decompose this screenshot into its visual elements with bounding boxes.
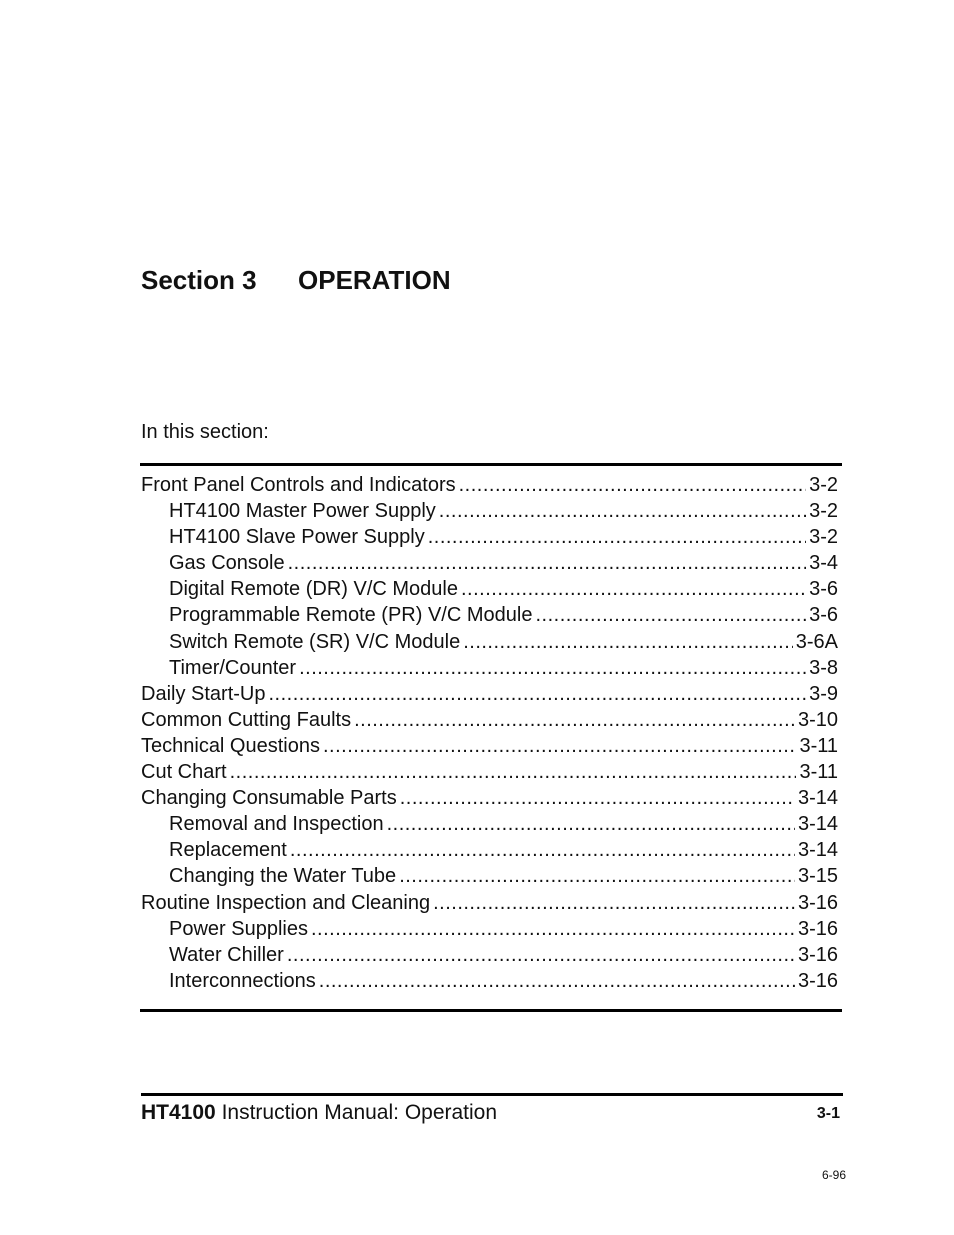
toc-entry-page: 3-16 [797, 917, 838, 940]
footer-brand: HT4100 [141, 1101, 216, 1124]
intro-text: In this section: [141, 421, 269, 443]
toc-entry-page: 3-8 [809, 656, 838, 679]
toc-entry[interactable] [141, 550, 838, 576]
toc-entry-label: Daily Start-Up [141, 682, 266, 705]
toc-entry-page: 3-16 [797, 969, 838, 992]
toc-entry-page: 3-2 [809, 526, 838, 549]
toc-entry-label: Technical Questions [141, 734, 320, 757]
toc-entry[interactable] [141, 629, 838, 655]
toc-leader-dots [319, 968, 795, 994]
toc-entry-label: HT4100 Master Power Supply [169, 500, 436, 523]
revision-date: 6-96 [821, 1168, 846, 1182]
toc-entry-label: HT4100 Slave Power Supply [169, 526, 425, 549]
toc-entry[interactable] [141, 890, 838, 916]
toc-entry-label: Interconnections [169, 969, 316, 992]
toc-entry[interactable] [141, 655, 838, 681]
toc-entry-label: Water Chiller [169, 943, 284, 966]
toc-leader-dots [230, 759, 797, 785]
toc-entry-page: 3-4 [809, 552, 838, 575]
toc-entry[interactable] [141, 524, 838, 550]
toc-entry-label: Changing Consumable Parts [141, 787, 397, 810]
toc-entry[interactable] [141, 916, 838, 942]
toc-entry[interactable] [141, 681, 838, 707]
toc-leader-dots [290, 837, 795, 863]
toc-entry[interactable] [141, 968, 838, 994]
toc-leader-dots [399, 863, 795, 889]
toc-entry-page: 3-16 [797, 891, 838, 914]
toc-entry-page: 3-2 [809, 500, 838, 523]
toc-entry-page: 3-14 [797, 787, 838, 810]
toc-entry-page: 3-6A [795, 630, 838, 653]
toc-leader-dots [354, 707, 795, 733]
toc-entry-label: Gas Console [169, 552, 285, 575]
toc-leader-dots [387, 811, 795, 837]
table-of-contents [141, 472, 838, 994]
toc-entry[interactable] [141, 707, 838, 733]
toc-entry-label: Timer/Counter [169, 656, 297, 679]
toc-entry[interactable] [141, 942, 838, 968]
toc-entry[interactable] [141, 863, 838, 889]
toc-entry-label: Power Supplies [169, 917, 308, 940]
toc-entry-label: Digital Remote (DR) V/C Module [169, 578, 458, 601]
toc-entry[interactable] [141, 576, 838, 602]
page-number: 3-1 [816, 1105, 840, 1122]
toc-leader-dots [311, 916, 795, 942]
toc-entry[interactable] [141, 785, 838, 811]
toc-leader-dots [433, 890, 795, 916]
toc-entry-page: 3-9 [809, 682, 838, 705]
toc-entry[interactable] [141, 837, 838, 863]
toc-leader-dots [268, 681, 806, 707]
toc-entry[interactable] [141, 759, 838, 785]
toc-leader-dots [461, 576, 806, 602]
toc-entry-label: Common Cutting Faults [141, 708, 352, 731]
toc-entry-page: 3-14 [797, 813, 838, 836]
toc-leader-dots [459, 472, 806, 498]
toc-entry-page: 3-2 [809, 474, 838, 496]
toc-leader-dots [288, 550, 806, 576]
toc-entry-page: 3-11 [799, 761, 838, 784]
toc-entry[interactable] [141, 733, 838, 759]
toc-leader-dots [439, 498, 806, 524]
toc-entry-page: 3-10 [797, 708, 838, 731]
toc-entry-page: 3-15 [797, 865, 838, 888]
footer-title [141, 1101, 497, 1125]
toc-entry-label: Front Panel Controls and Indicators [141, 474, 456, 496]
toc-entry-label: Programmable Remote (PR) V/C Module [169, 604, 533, 627]
toc-leader-dots [535, 602, 806, 628]
footer-manual-name: Instruction Manual: Operation [221, 1101, 498, 1124]
toc-entry-label: Changing the Water Tube [169, 865, 397, 888]
toc-leader-dots [287, 942, 795, 968]
section-title [141, 265, 451, 296]
toc-entry-label: Routine Inspection and Cleaning [141, 891, 431, 914]
toc-entry[interactable] [141, 472, 838, 498]
toc-entry-page: 3-16 [797, 943, 838, 966]
toc-entry-label: Removal and Inspection [169, 813, 384, 836]
footer-rule [141, 1093, 843, 1096]
toc-entry[interactable] [141, 498, 838, 524]
toc-entry-label: Replacement [169, 839, 287, 862]
toc-leader-dots [428, 524, 806, 550]
toc-entry-label: Cut Chart [141, 761, 227, 784]
toc-leader-dots [400, 785, 795, 811]
toc-entry-page: 3-6 [809, 578, 838, 601]
toc-entry[interactable] [141, 602, 838, 628]
toc-entry-page: 3-6 [809, 604, 838, 627]
toc-leader-dots [299, 655, 806, 681]
toc-leader-dots [463, 629, 793, 655]
toc-entry[interactable] [141, 811, 838, 837]
toc-entry-page: 3-11 [799, 734, 838, 757]
toc-entry-label: Switch Remote (SR) V/C Module [169, 630, 461, 653]
toc-bottom-rule [140, 1009, 842, 1012]
toc-top-rule [140, 463, 842, 466]
toc-leader-dots [323, 733, 796, 759]
section-number: Section 3 [141, 265, 257, 296]
section-name: OPERATION [298, 265, 451, 296]
toc-entry-page: 3-14 [797, 839, 838, 862]
